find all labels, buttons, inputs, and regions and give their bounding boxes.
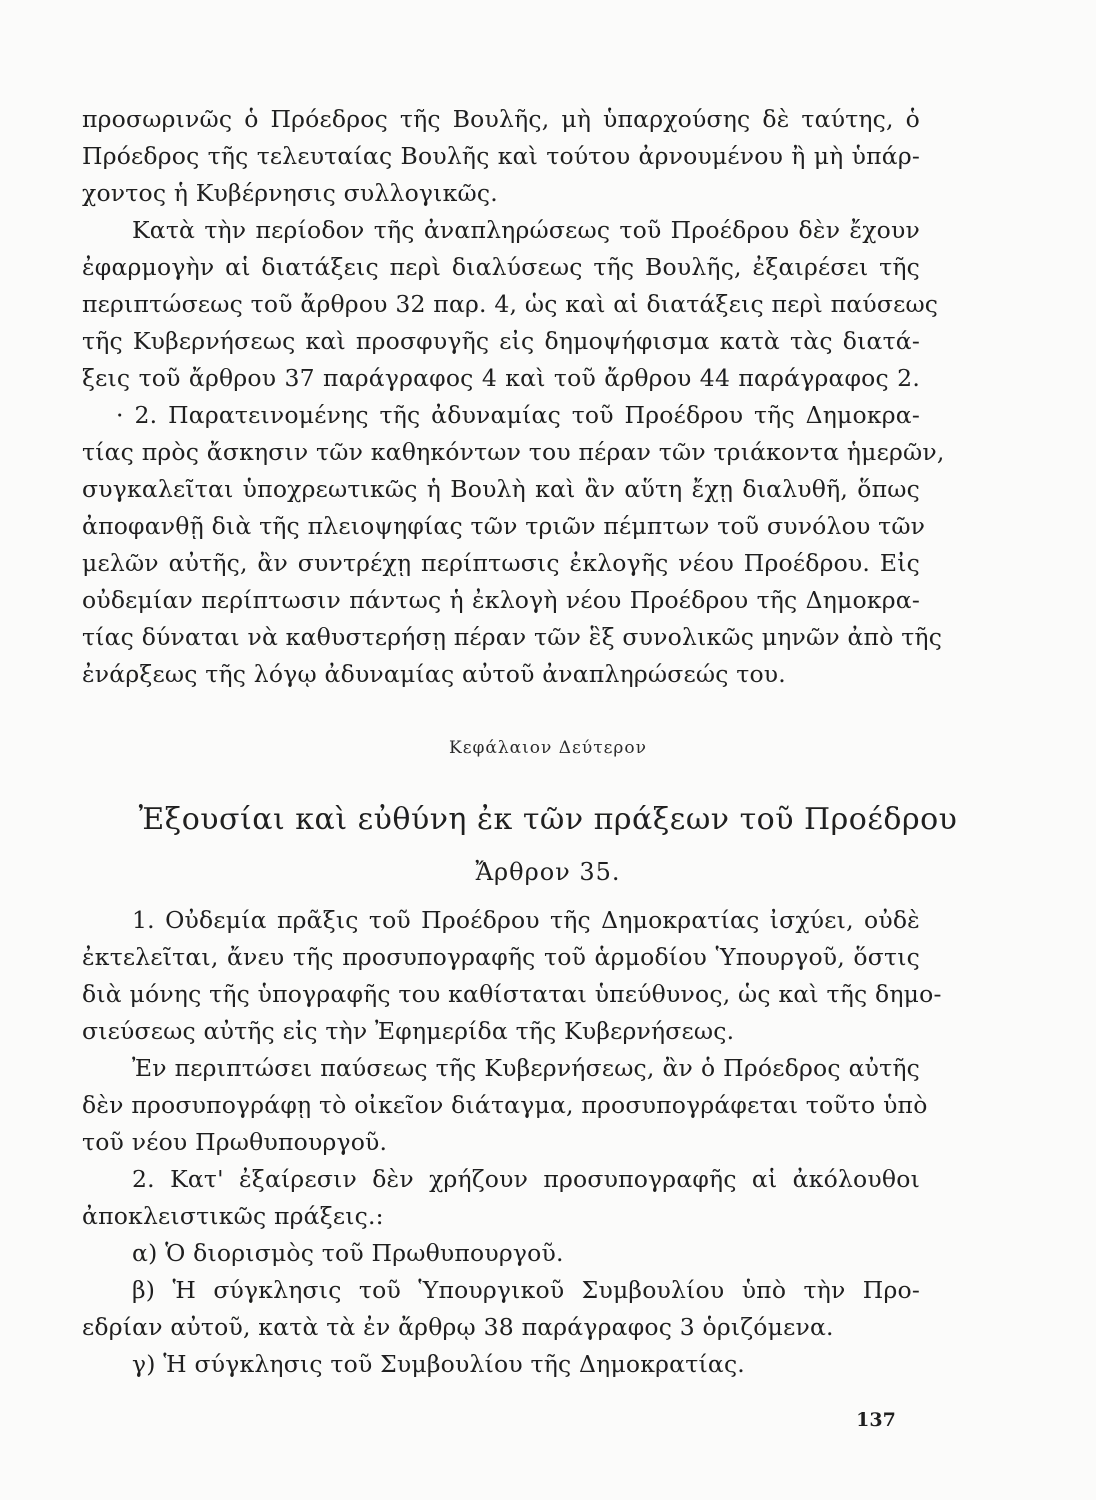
text-line: σιεύσεως αὐτῆς εἰς τὴν Ἐφημερίδα τῆς Κυβερνήσεως. — [82, 1017, 735, 1045]
text-line: περιπτώσεως τοῦ ἄρθρου 32 παρ. 4, ὡς καὶ αἱ διατάξεις περὶ παύσεως — [82, 290, 939, 318]
text-line: χοντος ἡ Κυβέρνησις συλλογικῶς. — [82, 179, 498, 207]
text-line: εδρίαν αὐτοῦ, κατὰ τὰ ἐν ἄρθρῳ 38 παράγραφος 3 ὁριζόμενα. — [82, 1313, 834, 1341]
text-line: Κατὰ τὴν περίοδον τῆς ἀναπληρώσεως τοῦ Προέδρου δὲν ἔχουν — [132, 216, 920, 244]
text-line: προσωρινῶς ὁ Πρόεδρος τῆς Βουλῆς, μὴ ὑπαρχούσης δὲ ταύτης, ὁ — [82, 105, 920, 133]
text-line: ἐφαρμογὴν αἱ διατάξεις περὶ διαλύσεως τῆς Βουλῆς, ἐξαιρέσει τῆς — [82, 253, 920, 281]
text-line: ἐκτελεῖται, ἄνευ τῆς προσυπογραφῆς τοῦ ἁρμοδίου Ὑπουργοῦ, ὅστις — [82, 943, 920, 971]
text-line: α) Ὁ διορισμὸς τοῦ Πρωθυπουργοῦ. — [132, 1239, 564, 1267]
top-text-block — [82, 101, 945, 693]
article-text-block — [82, 902, 942, 1383]
chapter-label: Κεφάλαιον Δεύτερον — [449, 738, 647, 758]
text-line: διὰ μόνης τῆς ὑπογραφῆς του καθίσταται ὑπεύθυνος, ὡς καὶ τῆς δημο- — [82, 980, 942, 1008]
text-line: Πρόεδρος τῆς τελευταίας Βουλῆς καὶ τούτου ἀρνουμένου ἢ μὴ ὑπάρ- — [82, 142, 920, 170]
page-number: 137 — [856, 1409, 896, 1431]
text-line: τίας δύναται νὰ καθυστερήσῃ πέραν τῶν ἓξ συνολικῶς μηνῶν ἀπὸ τῆς — [82, 623, 943, 651]
text-line: τίας πρὸς ἄσκησιν τῶν καθηκόντων του πέραν τῶν τριάκοντα ἡμερῶν, — [82, 438, 945, 466]
text-line: συγκαλεῖται ὑποχρεωτικῶς ἡ Βουλὴ καὶ ἂν αὕτη ἔχῃ διαλυθῆ, ὅπως — [82, 475, 920, 503]
text-line: · 2. Παρατεινομένης τῆς ἀδυναμίας τοῦ Προέδρου τῆς Δημοκρα- — [116, 401, 920, 429]
text-line: β) Ἡ σύγκλησις τοῦ Ὑπουργικοῦ Συμβουλίου ὑπὸ τὴν Προ- — [132, 1276, 920, 1304]
text-line: 2. Κατ' ἐξαίρεσιν δὲν χρήζουν προσυπογραφῆς αἱ ἀκόλουθοι — [132, 1165, 920, 1193]
article-title: Ἄρθρον 35. — [475, 858, 621, 886]
text-line: ἀποκλειστικῶς πράξεις.: — [82, 1202, 384, 1230]
text-line: 1. Οὐδεμία πρᾶξις τοῦ Προέδρου τῆς Δημοκρατίας ἰσχύει, οὐδὲ — [132, 906, 920, 934]
chapter-title: Ἐξουσίαι καὶ εὐθύνη ἐκ τῶν πράξεων τοῦ Προέδρου — [138, 802, 958, 837]
text-line: μελῶν αὐτῆς, ἂν συντρέχῃ περίπτωσις ἐκλογῆς νέου Προέδρου. Εἰς — [82, 549, 920, 577]
text-line: δὲν προσυπογράφῃ τὸ οἰκεῖον διάταγμα, προσυπογράφεται τοῦτο ὑπὸ — [82, 1091, 928, 1119]
text-line: οὐδεμίαν περίπτωσιν πάντως ἡ ἐκλογὴ νέου Προέδρου τῆς Δημοκρα- — [82, 586, 920, 614]
text-line: τῆς Κυβερνήσεως καὶ προσφυγῆς εἰς δημοψήφισμα κατὰ τὰς διατά- — [82, 327, 920, 355]
text-line: ἐνάρξεως τῆς λόγῳ ἀδυναμίας αὐτοῦ ἀναπληρώσεώς του. — [82, 660, 786, 688]
text-line: ξεις τοῦ ἄρθρου 37 παράγραφος 4 καὶ τοῦ ἄρθρου 44 παράγραφος 2. — [82, 364, 920, 392]
text-line: τοῦ νέου Πρωθυπουργοῦ. — [82, 1128, 388, 1156]
text-line: ἀποφανθῇ διὰ τῆς πλειοψηφίας τῶν τριῶν πέμπτων τοῦ συνόλου τῶν — [82, 512, 926, 540]
text-line: γ) Ἡ σύγκλησις τοῦ Συμβουλίου τῆς Δημοκρατίας. — [132, 1350, 745, 1378]
text-line: Ἐν περιπτώσει παύσεως τῆς Κυβερνήσεως, ἂν ὁ Πρόεδρος αὐτῆς — [132, 1054, 920, 1082]
